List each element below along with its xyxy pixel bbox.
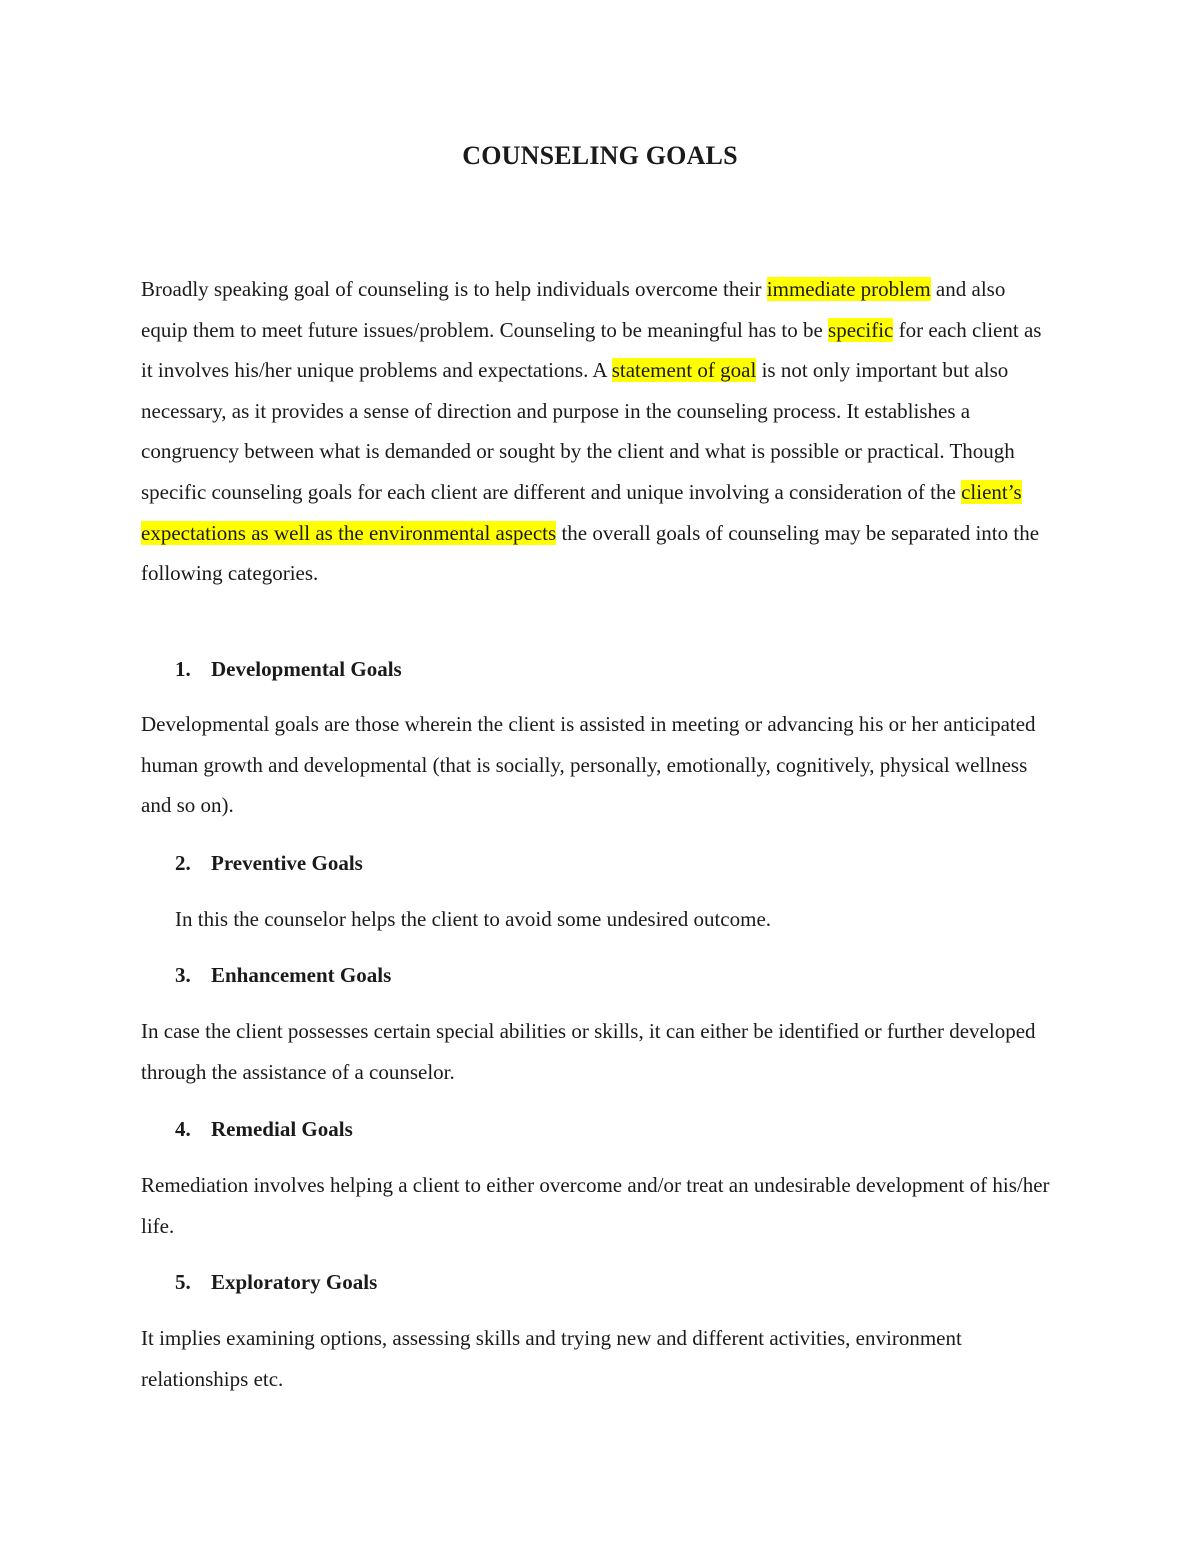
intro-segment: for each client as it involves his/her unique problems and expectations. A — [141, 317, 1042, 383]
section-title: Developmental Goals — [211, 657, 402, 681]
section-heading-remedial — [175, 1114, 353, 1144]
section-title: Preventive Goals — [211, 851, 363, 875]
section-heading-exploratory — [175, 1267, 377, 1297]
intro-segment: and also equip them to meet future issues/problem. Counseling to be meaningful has to be — [141, 277, 1006, 342]
intro-text — [141, 269, 1046, 594]
highlighted-phrase: specific — [828, 317, 894, 342]
section-title: Remedial Goals — [211, 1117, 353, 1141]
intro-segment: the overall goals of counseling may be separated into the following categories. — [141, 520, 1040, 586]
section-number: 1. — [175, 657, 191, 681]
section-text-enhancement: In case the client possesses certain special abilities or skills, it can either be identified or further developed through the assistance of a counselor. — [141, 1019, 1036, 1084]
section-number: 3. — [175, 963, 191, 987]
section-text-exploratory: It implies examining options, assessing skills and trying new and different activities, environment relationships etc. — [141, 1326, 962, 1391]
document-title: COUNSELING GOALS — [462, 141, 738, 170]
highlighted-phrase: client’s expectations as well as the environmental aspects — [141, 479, 1022, 545]
section-text-preventive: In this the counselor helps the client to avoid some undesired outcome. — [175, 907, 772, 931]
section-number: 5. — [175, 1270, 191, 1294]
highlighted-phrase: statement of goal — [611, 358, 757, 383]
section-number: 4. — [175, 1117, 191, 1141]
section-number: 2. — [175, 851, 191, 875]
intro-paragraph — [141, 269, 1061, 594]
section-title: Exploratory Goals — [211, 1270, 378, 1294]
highlighted-phrase: immediate problem — [766, 277, 931, 301]
section-heading-developmental — [175, 654, 402, 684]
section-text-developmental: Developmental goals are those wherein the client is assisted in meeting or advancing his or her anticipated human growth and developmental (that is socially, personally, emotionally, cognitively, physical wellness and so on). — [141, 712, 1036, 818]
intro-segment: Broadly speaking goal of counseling is to help individuals overcome their — [141, 277, 767, 301]
intro-segment: is not only important but also necessary, as it provides a sense of direction and purpose in the counseling process. It establishes a congruency between what is demanded or sought by the client and what is possible or practical. Though specific counseling goals for each client are different and unique involving a consideration of the — [141, 358, 1015, 504]
section-heading-preventive — [175, 848, 363, 878]
section-title: Enhancement Goals — [211, 963, 392, 987]
section-heading-enhancement — [175, 960, 391, 990]
section-text-remedial: Remediation involves helping a client to either overcome and/or treat an undesirable development of his/her life. — [141, 1173, 1050, 1238]
